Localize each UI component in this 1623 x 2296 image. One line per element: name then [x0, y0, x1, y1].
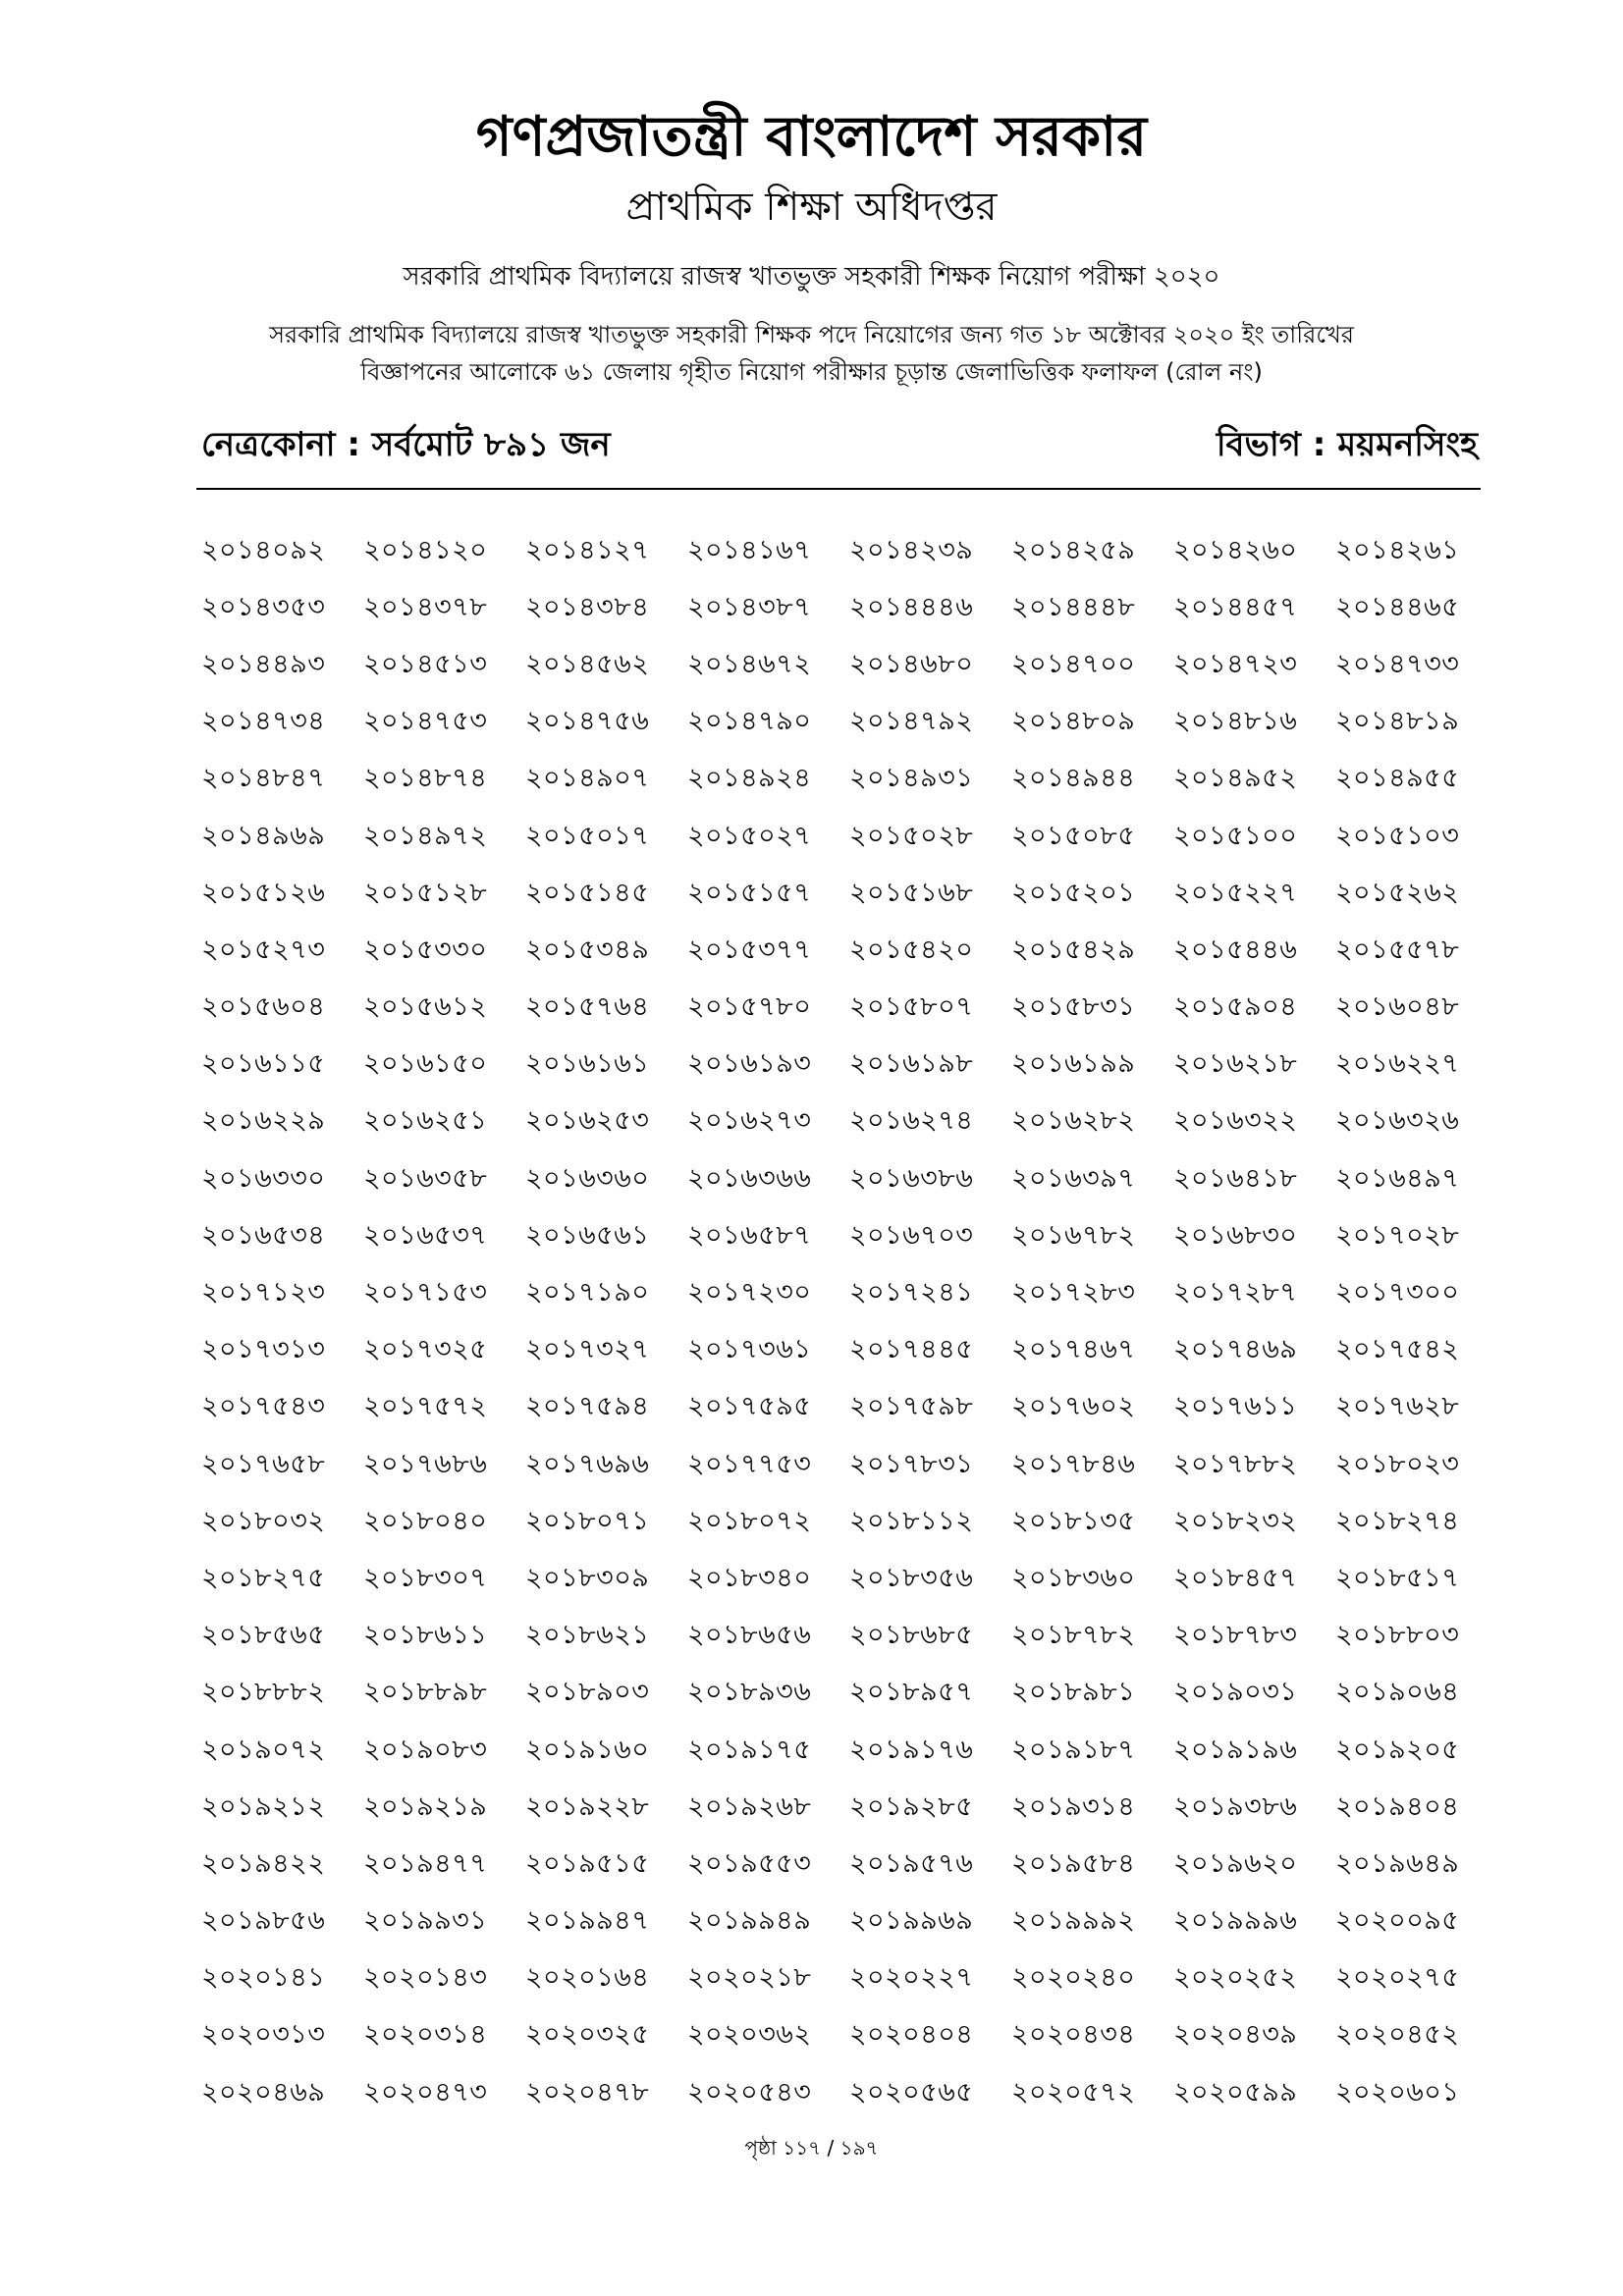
roll-number: ২০১৯৯৯৬	[1173, 1905, 1298, 1937]
roll-number: ২০১৬৫৩৪	[201, 1219, 326, 1251]
roll-number: ২০১৫১২৬	[201, 877, 326, 908]
roll-number: ২০১৬৩৩০	[201, 1162, 326, 1194]
roll-number: ২০১৫৩৪৯	[525, 934, 650, 965]
page-number: পৃষ্ঠা ১১৭ / ১৯৭	[744, 2136, 879, 2160]
roll-number: ২০১৯৪৭৭	[363, 1847, 488, 1879]
roll-number: ২০১৭৫৯৫	[687, 1391, 812, 1422]
roll-number: ২০১৬৭৮২	[1011, 1219, 1136, 1251]
roll-number: ২০১৭৫৯৪	[525, 1391, 650, 1422]
roll-number: ২০১৭১৫৩	[363, 1277, 488, 1308]
roll-number: ২০১৫৪২০	[849, 934, 974, 965]
roll-number: ২০১৪৬৭২	[687, 648, 812, 679]
roll-number: ২০২০০৯৫	[1335, 1905, 1460, 1937]
roll-number: ২০১৭৬৮৬	[363, 1448, 488, 1479]
result-description	[0, 316, 1623, 391]
roll-number: ২০২০৫৬৫	[849, 2076, 974, 2108]
description-line-1: সরকারি প্রাথমিক বিদ্যালয়ে রাজস্ব খাতভুক্ত সহকারী শিক্ষক পদে নিয়োগের জন্য গত ১৮ অক্টোবর ২০২০ ইং তারিখের	[269, 321, 1354, 348]
roll-number: ২০১৬২১৮	[1173, 1048, 1298, 1080]
roll-row	[201, 695, 1497, 752]
roll-number: ২০১৫৭৬৪	[525, 991, 650, 1023]
roll-number: ২০১৮৪৫৭	[1173, 1562, 1298, 1593]
roll-number: ২০১৭১২৩	[201, 1277, 326, 1308]
roll-row	[201, 1038, 1497, 1095]
roll-number: ২০২০২২৭	[849, 1962, 974, 1994]
roll-number: ২০১৮০৭২	[687, 1505, 812, 1536]
roll-number: ২০১৫২৬২	[1335, 877, 1460, 908]
roll-number: ২০১৯২১২	[201, 1790, 326, 1822]
roll-number: ২০২০১৪১	[201, 1962, 326, 1994]
roll-number: ২০১৯২৬৮	[687, 1790, 812, 1822]
roll-number: ২০১৯১৭৬	[849, 1734, 974, 1765]
roll-number: ২০২০১৬৪	[525, 1962, 650, 1994]
roll-number: ২০১৪৭৫৬	[525, 706, 650, 737]
roll-number: ২০২০৩২৫	[525, 2019, 650, 2051]
roll-number: ২০২০৪০৪	[849, 2019, 974, 2051]
roll-number: ২০১৪২৬১	[1335, 534, 1460, 565]
roll-number: ২০১৮০৭১	[525, 1505, 650, 1536]
roll-number: ২০১৮৩০৯	[525, 1562, 650, 1593]
roll-number: ২০১৭৬০২	[1011, 1391, 1136, 1422]
roll-row	[201, 1666, 1497, 1723]
roll-number: ২০১৭৪৪৫	[849, 1334, 974, 1365]
roll-number: ২০১৯৯৯২	[1011, 1905, 1136, 1937]
roll-row	[201, 752, 1497, 809]
roll-number: ২০১৬৩২২	[1173, 1105, 1298, 1137]
roll-number: ২০১৯১৯৬	[1173, 1734, 1298, 1765]
roll-number: ২০১৭৮৩১	[849, 1448, 974, 1479]
roll-number: ২০১৪১৬৭	[687, 534, 812, 565]
roll-number: ২০১৯০৩১	[1173, 1677, 1298, 1708]
roll-row	[201, 1551, 1497, 1608]
roll-number: ২০১৪৪৯৩	[201, 648, 326, 679]
roll-number: ২০১৪০৯২	[201, 534, 326, 565]
roll-number: ২০১৯৮৫৬	[201, 1905, 326, 1937]
roll-number: ২০২০২৪০	[1011, 1962, 1136, 1994]
roll-number: ২০২০৪৬৯	[201, 2076, 326, 2108]
roll-number: ২০১৪৩৫৩	[201, 591, 326, 622]
roll-number: ২০১৭৪৬৯	[1173, 1334, 1298, 1365]
roll-number: ২০২০৫৭২	[1011, 2076, 1136, 2108]
roll-number: ২০১৯৫৭৬	[849, 1847, 974, 1879]
roll-number: ২০২০২৫২	[1173, 1962, 1298, 1994]
roll-number: ২০১৯০৬৪	[1335, 1677, 1460, 1708]
roll-number: ২০১৪৯৫৫	[1335, 763, 1460, 794]
roll-row	[201, 1494, 1497, 1551]
roll-number: ২০১৫২৭৩	[201, 934, 326, 965]
roll-number: ২০২০৪৭৮	[525, 2076, 650, 2108]
roll-row	[201, 2065, 1497, 2122]
roll-number: ২০১৯৯৬৯	[849, 1905, 974, 1937]
roll-number: ২০১৫১৪৫	[525, 877, 650, 908]
roll-number: ২০১৪৮০৯	[1011, 706, 1136, 737]
government-title: গণপ্রজাতন্ত্রী বাংলাদেশ সরকার	[475, 105, 1148, 169]
roll-number: ২০১৮২৭৪	[1335, 1505, 1460, 1536]
roll-number: ২০২০৫৪৩	[687, 2076, 812, 2108]
roll-number: ২০১৫১০৩	[1335, 820, 1460, 851]
roll-number: ২০১৪৭৯২	[849, 706, 974, 737]
roll-number: ২০১৫০২৮	[849, 820, 974, 851]
roll-number: ২০১৪৭৩৪	[201, 706, 326, 737]
roll-number: ২০১৭৫৭২	[363, 1391, 488, 1422]
roll-row	[201, 1151, 1497, 1208]
roll-number: ২০১৭৩১৩	[201, 1334, 326, 1365]
roll-row	[201, 1208, 1497, 1265]
roll-number: ২০১৯২১৯	[363, 1790, 488, 1822]
roll-number: ২০২০৪৩৯	[1173, 2019, 1298, 2051]
roll-number: ২০১৮৬৮৫	[849, 1620, 974, 1651]
roll-number: ২০১৭১৯০	[525, 1277, 650, 1308]
roll-number: ২০১৪৭৩৩	[1335, 648, 1460, 679]
roll-number: ২০১৮৯৮১	[1011, 1677, 1136, 1708]
roll-number: ২০১৭৮৮২	[1173, 1448, 1298, 1479]
roll-number: ২০২০৩৬২	[687, 2019, 812, 2051]
roll-number: ২০১৮৩০৭	[363, 1562, 488, 1593]
roll-number: ২০২০৩১৪	[363, 2019, 488, 2051]
roll-number: ২০১৪৪৬৫	[1335, 591, 1460, 622]
roll-number: ২০১৬২৫৩	[525, 1105, 650, 1137]
roll-number: ২০১৫০২৭	[687, 820, 812, 851]
roll-number: ২০১৯২২৮	[525, 1790, 650, 1822]
roll-number: ২০১৮৩৫৬	[849, 1562, 974, 1593]
roll-number: ২০১৬৩৯৭	[1011, 1162, 1136, 1194]
roll-number: ২০১৬২৮২	[1011, 1105, 1136, 1137]
roll-number: ২০১৬৫৬১	[525, 1219, 650, 1251]
roll-number: ২০১৮৫৬৫	[201, 1620, 326, 1651]
roll-number: ২০১৪১২৭	[525, 534, 650, 565]
roll-number: ২০১৮৬৫৬	[687, 1620, 812, 1651]
roll-number: ২০২০৫৯৯	[1173, 2076, 1298, 2108]
roll-number: ২০১৪২৩৯	[849, 534, 974, 565]
roll-number: ২০১৫৯০৪	[1173, 991, 1298, 1023]
roll-number: ২০১৯২৮৫	[849, 1790, 974, 1822]
roll-row	[201, 1837, 1497, 1894]
roll-number: ২০১৮০২৩	[1335, 1448, 1460, 1479]
roll-number: ২০১৬১৬১	[525, 1048, 650, 1080]
roll-number: ২০১৬৩৫৮	[363, 1162, 488, 1194]
roll-number: ২০১৬৮৩০	[1173, 1219, 1298, 1251]
roll-number: ২০১৯০৭২	[201, 1734, 326, 1765]
roll-number: ২০১৬৩৬৬	[687, 1162, 812, 1194]
roll-number: ২০১৭৫৪২	[1335, 1334, 1460, 1365]
roll-number: ২০১৮৬১১	[363, 1620, 488, 1651]
roll-number: ২০২০৪৫২	[1335, 2019, 1460, 2051]
roll-row	[201, 1723, 1497, 1780]
roll-number: ২০১৪৫৬২	[525, 648, 650, 679]
roll-row	[201, 981, 1497, 1038]
roll-number: ২০১৪৬৮০	[849, 648, 974, 679]
roll-number: ২০১৪৯৪৪	[1011, 763, 1136, 794]
header-divider	[196, 488, 1481, 490]
roll-number: ২০১৫০১৭	[525, 820, 650, 851]
roll-number: ২০১৬১১৫	[201, 1048, 326, 1080]
roll-row	[201, 1780, 1497, 1837]
department-title: প্রাথমিক শিক্ষা অধিদপ্তর	[625, 185, 998, 230]
roll-number: ২০১৯২০৫	[1335, 1734, 1460, 1765]
roll-number: ২০১৪৭২৩	[1173, 648, 1298, 679]
roll-number: ২০১৬২৭৩	[687, 1105, 812, 1137]
roll-number: ২০১৯৫৮৪	[1011, 1847, 1136, 1879]
roll-number: ২০১৫১০০	[1173, 820, 1298, 851]
roll-number: ২০১৫৭৮০	[687, 991, 812, 1023]
roll-number: ২০১৪১২০	[363, 534, 488, 565]
roll-number: ২০১৮৮৯৮	[363, 1677, 488, 1708]
roll-number: ২০১৮৭৮২	[1011, 1620, 1136, 1651]
roll-number: ২০১৮২৩২	[1173, 1505, 1298, 1536]
roll-number: ২০১৫৩৭৭	[687, 934, 812, 965]
roll-number: ২০১৫৬০৪	[201, 991, 326, 1023]
roll-number: ২০১৬২৭৪	[849, 1105, 974, 1137]
roll-number: ২০১৪৪৫৭	[1173, 591, 1298, 622]
roll-row	[201, 1609, 1497, 1666]
roll-number: ২০১৮৯৫৭	[849, 1677, 974, 1708]
roll-number: ২০১৭৫৯৮	[849, 1391, 974, 1422]
roll-number: ২০১৭৩২৭	[525, 1334, 650, 1365]
roll-number: ২০১৮২৭৫	[201, 1562, 326, 1593]
roll-number: ২০১৮৮০৩	[1335, 1620, 1460, 1651]
roll-number: ২০১৯৩৮৬	[1173, 1790, 1298, 1822]
roll-number: ২০১৫২০১	[1011, 877, 1136, 908]
roll-row	[201, 1095, 1497, 1151]
roll-number: ২০১৬১৯৩	[687, 1048, 812, 1080]
roll-number: ২০১৭৫৪৩	[201, 1391, 326, 1422]
roll-row	[201, 1380, 1497, 1437]
roll-number: ২০১৪৭৫৩	[363, 706, 488, 737]
roll-number: ২০১৪৮১৯	[1335, 706, 1460, 737]
roll-number: ২০১৭৬১১	[1173, 1391, 1298, 1422]
roll-number: ২০১৬৩২৬	[1335, 1105, 1460, 1137]
roll-number: ২০১৪৭৯০	[687, 706, 812, 737]
roll-number: ২০১৫৩৩০	[363, 934, 488, 965]
roll-number: ২০১৮৬২১	[525, 1620, 650, 1651]
roll-number: ২০১৪৩৮৪	[525, 591, 650, 622]
roll-row	[201, 523, 1497, 580]
roll-number: ২০১৭৬৯৬	[525, 1448, 650, 1479]
roll-number: ২০১৪৫১৩	[363, 648, 488, 679]
roll-number: ২০১৯৫১৫	[525, 1847, 650, 1879]
roll-number: ২০১৭৬২৮	[1335, 1391, 1460, 1422]
roll-number: ২০১৪৮৭৪	[363, 763, 488, 794]
roll-number: ২০১৮৯০৩	[525, 1677, 650, 1708]
roll-number: ২০১৭৪৬৭	[1011, 1334, 1136, 1365]
roll-number: ২০১৯৪০৪	[1335, 1790, 1460, 1822]
roll-row	[201, 1437, 1497, 1494]
roll-number: ২০১৮৩৬০	[1011, 1562, 1136, 1593]
roll-number: ২০২০৪৩৪	[1011, 2019, 1136, 2051]
district-total: নেত্রকোনা : সর্বমোট ৮৯১ জন	[201, 425, 611, 464]
roll-number: ২০১৪৮৪৭	[201, 763, 326, 794]
roll-number: ২০১৮১৩৫	[1011, 1505, 1136, 1536]
roll-row	[201, 2008, 1497, 2065]
roll-number: ২০১৭২৩০	[687, 1277, 812, 1308]
roll-number: ২০১৫৪২৯	[1011, 934, 1136, 965]
exam-title: সরকারি প্রাথমিক বিদ্যালয়ে রাজস্ব খাতভুক্ত সহকারী শিক্ষক নিয়োগ পরীক্ষা ২০২০	[403, 262, 1220, 292]
roll-number: ২০১৬২২৭	[1335, 1048, 1460, 1080]
roll-number: ২০২০৩১৩	[201, 2019, 326, 2051]
roll-number-grid	[201, 523, 1497, 2122]
roll-number: ২০২০২৭৫	[1335, 1962, 1460, 1994]
roll-number: ২০১৫৫৭৮	[1335, 934, 1460, 965]
roll-number: ২০১৭৩২৫	[363, 1334, 488, 1365]
roll-row	[201, 1951, 1497, 2008]
roll-number: ২০১৫৬১২	[363, 991, 488, 1023]
roll-number: ২০১৬১৯৮	[849, 1048, 974, 1080]
roll-row	[201, 1265, 1497, 1322]
roll-number: ২০১৪৯০৭	[525, 763, 650, 794]
roll-number: ২০১৮১১২	[849, 1505, 974, 1536]
roll-number: ২০১৬৫৮৭	[687, 1219, 812, 1251]
roll-number: ২০১৫১৫৭	[687, 877, 812, 908]
roll-number: ২০১৪৯৭২	[363, 820, 488, 851]
roll-number: ২০১৫৮০৭	[849, 991, 974, 1023]
roll-row	[201, 637, 1497, 694]
roll-number: ২০১৫৮৩১	[1011, 991, 1136, 1023]
roll-number: ২০১৯৩১৪	[1011, 1790, 1136, 1822]
roll-number: ২০২০১৪৩	[363, 1962, 488, 1994]
roll-number: ২০১৬১৫০	[363, 1048, 488, 1080]
roll-number: ২০১৮৫১৭	[1335, 1562, 1460, 1593]
roll-number: ২০১৭২৮৩	[1011, 1277, 1136, 1308]
roll-number: ২০১৫০৮৫	[1011, 820, 1136, 851]
roll-number: ২০১৪৯৫২	[1173, 763, 1298, 794]
roll-number: ২০১৭৬৫৮	[201, 1448, 326, 1479]
roll-number: ২০১৫৪৪৬	[1173, 934, 1298, 965]
roll-number: ২০১৬০৪৮	[1335, 991, 1460, 1023]
roll-number: ২০১৯৯৩১	[363, 1905, 488, 1937]
roll-number: ২০১৬২২৯	[201, 1105, 326, 1137]
roll-number: ২০১৫১২৮	[363, 877, 488, 908]
roll-number: ২০১৪২৬০	[1173, 534, 1298, 565]
roll-number: ২০১৮৯৩৬	[687, 1677, 812, 1708]
division-name: বিভাগ : ময়মনসিংহ	[1216, 425, 1478, 464]
roll-number: ২০১৯৪২২	[201, 1847, 326, 1879]
roll-number: ২০১৪৪৪৬	[849, 591, 974, 622]
roll-row	[201, 866, 1497, 923]
roll-number: ২০১৯৯৪৯	[687, 1905, 812, 1937]
roll-number: ২০১৭৩০০	[1335, 1277, 1460, 1308]
roll-number: ২০১৬৪৯৭	[1335, 1162, 1460, 1194]
roll-number: ২০১৭৩৬১	[687, 1334, 812, 1365]
roll-number: ২০১৪৩৭৮	[363, 591, 488, 622]
roll-number: ২০১৬১৯৯	[1011, 1048, 1136, 1080]
roll-number: ২০১৯৬২০	[1173, 1847, 1298, 1879]
roll-number: ২০২০৪৭৩	[363, 2076, 488, 2108]
roll-number: ২০১৯৫৫৩	[687, 1847, 812, 1879]
roll-number: ২০১৯১৭৫	[687, 1734, 812, 1765]
roll-number: ২০১৮৮৮২	[201, 1677, 326, 1708]
roll-number: ২০১৬২৫১	[363, 1105, 488, 1137]
roll-number: ২০১৮০৩২	[201, 1505, 326, 1536]
roll-number: ২০১৭২৮৭	[1173, 1277, 1298, 1308]
roll-number: ২০১৭০২৮	[1335, 1219, 1460, 1251]
roll-number: ২০১৮০৪০	[363, 1505, 488, 1536]
roll-number: ২০১৬৩৮৬	[849, 1162, 974, 1194]
roll-number: ২০১৫২২৭	[1173, 877, 1298, 908]
description-line-2: বিজ্ঞাপনের আলোকে ৬১ জেলায় গৃহীত নিয়োগ পরীক্ষার চূড়ান্ত জেলাভিত্তিক ফলাফল (রোল নং)	[360, 358, 1263, 386]
roll-number: ২০১৯১৬০	[525, 1734, 650, 1765]
roll-number: ২০১৭৮৪৬	[1011, 1448, 1136, 1479]
roll-number: ২০১৯৯৪৭	[525, 1905, 650, 1937]
roll-number: ২০১৬৪১৮	[1173, 1162, 1298, 1194]
roll-number: ২০১৪৯২৪	[687, 763, 812, 794]
roll-number: ২০১৭২৪১	[849, 1277, 974, 1308]
roll-number: ২০২০২১৮	[687, 1962, 812, 1994]
roll-row	[201, 580, 1497, 637]
roll-number: ২০১৬৩৬০	[525, 1162, 650, 1194]
roll-number: ২০১৯১৮৭	[1011, 1734, 1136, 1765]
roll-row	[201, 809, 1497, 866]
roll-number: ২০১৪৭০০	[1011, 648, 1136, 679]
roll-row	[201, 1895, 1497, 1951]
roll-row	[201, 1323, 1497, 1380]
roll-number: ২০১৪২৫৯	[1011, 534, 1136, 565]
roll-number: ২০১৪৩৮৭	[687, 591, 812, 622]
roll-number: ২০২০৬০১	[1335, 2076, 1460, 2108]
roll-number: ২০১৫১৬৮	[849, 877, 974, 908]
roll-number: ২০১৮৩৪০	[687, 1562, 812, 1593]
roll-number: ২০১৯৬৪৯	[1335, 1847, 1460, 1879]
roll-number: ২০১৪৯৩১	[849, 763, 974, 794]
roll-number: ২০১৬৫৩৭	[363, 1219, 488, 1251]
roll-number: ২০১৬৭০৩	[849, 1219, 974, 1251]
roll-number: ২০১৪৮১৬	[1173, 706, 1298, 737]
roll-row	[201, 923, 1497, 980]
roll-number: ২০১৭৭৫৩	[687, 1448, 812, 1479]
roll-number: ২০১৪৪৪৮	[1011, 591, 1136, 622]
roll-number: ২০১৪৯৬৯	[201, 820, 326, 851]
roll-number: ২০১৮৭৮৩	[1173, 1620, 1298, 1651]
roll-number: ২০১৯০৮৩	[363, 1734, 488, 1765]
